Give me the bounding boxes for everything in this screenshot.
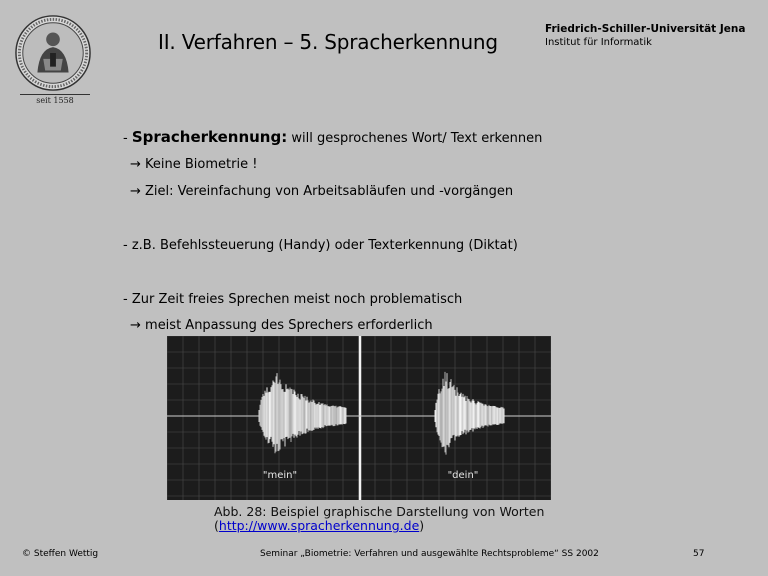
- sub-point-no-biometrics: → Keine Biometrie !: [130, 157, 258, 172]
- sub-point-adaptation: → meist Anpassung des Sprechers erforderlich: [130, 318, 433, 333]
- bullet-dash: -: [123, 131, 132, 146]
- caption-label: Abb. 28:: [214, 504, 267, 519]
- caption-text: Beispiel graphische Darstellung von Worten: [266, 504, 545, 519]
- caption-paren-close: ): [419, 518, 425, 533]
- footer-seminar: Seminar „Biometrie: Verfahren und ausgewählte Rechtsprobleme“ SS 2002: [260, 549, 599, 559]
- institute-name: Institut für Informatik: [545, 37, 652, 48]
- footer-page-number: 57: [693, 549, 705, 559]
- term-spracherkennung: Spracherkennung:: [131, 128, 288, 146]
- slide-title: II. Verfahren – 5. Spracherkennung: [158, 30, 498, 54]
- caption-paren-open: (: [214, 518, 219, 533]
- bullet-examples: - z.B. Befehlssteuerung (Handy) oder Texterkennung (Diktat): [123, 238, 518, 253]
- source-link[interactable]: http://www.spracherkennung.de: [218, 518, 420, 533]
- sub-point-goal: → Ziel: Vereinfachung von Arbeitsabläufen und -vorgängen: [130, 184, 514, 199]
- seal-caption: seit 1558: [36, 96, 74, 105]
- footer-author: © Steffen Wettig: [22, 549, 99, 559]
- bullet-free-speech: - Zur Zeit freies Sprechen meist noch problematisch: [123, 292, 463, 307]
- seal-divider: [20, 94, 90, 95]
- word-label-mein: "mein": [262, 470, 298, 481]
- definition-text: will gesprochenes Wort/ Text erkennen: [287, 131, 543, 146]
- figure-caption: [214, 505, 544, 533]
- bullet-speech-recognition: [123, 128, 542, 146]
- university-seal-logo: [14, 14, 92, 92]
- word-label-dein: "dein": [447, 470, 479, 481]
- university-name: Friedrich-Schiller-Universität Jena: [545, 23, 746, 35]
- waveform-figure: [167, 336, 551, 500]
